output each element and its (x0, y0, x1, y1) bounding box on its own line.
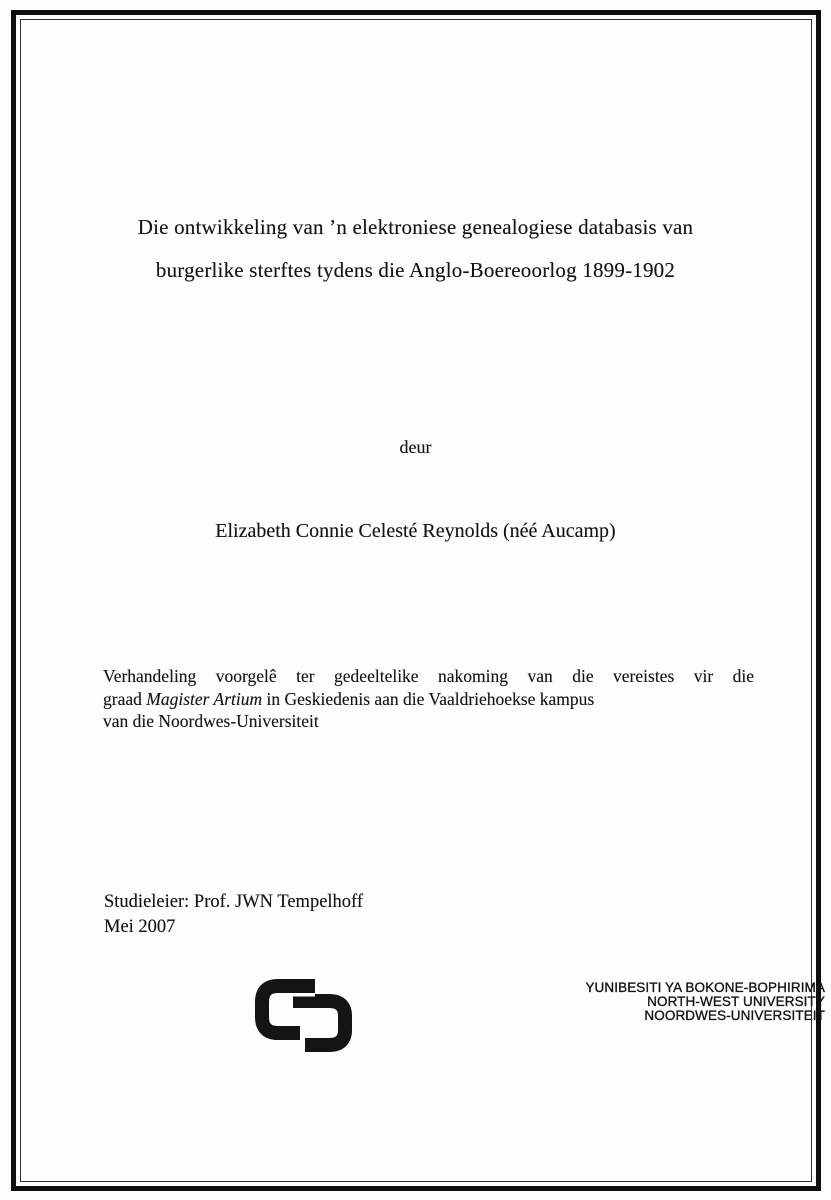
thesis-title-line1: Die ontwikkeling van ’n elektroniese genealogiese databasis van (137, 215, 694, 239)
thesis-title-line2: burgerlike sterftes tydens die Anglo-Boereoorlog 1899-1902 (155, 258, 676, 282)
supervisor-block (104, 890, 363, 940)
supervisor-line: Studieleier: Prof. JWN Tempelhoff (104, 892, 364, 912)
degree-statement-line2 (103, 688, 754, 711)
degree-statement (103, 665, 754, 733)
degree-statement-line3: van die Noordwes-Universiteit (103, 711, 319, 731)
thesis-title (55, 206, 776, 292)
university-name-english: NORTH-WEST UNIVERSITY (647, 993, 825, 1009)
author-name: Elizabeth Connie Celesté Reynolds (néé Aucamp) (215, 520, 616, 542)
university-logo-text (318, 981, 825, 1022)
byline: deur (399, 437, 432, 457)
university-name-afrikaans: NOORDWES-UNIVERSITEIT (644, 1007, 825, 1023)
date-line: Mei 2007 (104, 917, 176, 937)
university-logo (252, 976, 825, 1056)
university-name-setswana: YUNIBESITI YA BOKONE-BOPHIRIMA (585, 980, 825, 995)
degree-name-italic: Magister Artium (146, 688, 263, 709)
degree-statement-line2-prefix: graad (103, 688, 147, 709)
degree-statement-line2-suffix: in Geskiedenis aan die Vaaldriehoekse kampus (262, 688, 595, 709)
degree-statement-line1: Verhandeling voorgelê ter gedeeltelike nakoming van die vereistes vir die (103, 666, 754, 686)
